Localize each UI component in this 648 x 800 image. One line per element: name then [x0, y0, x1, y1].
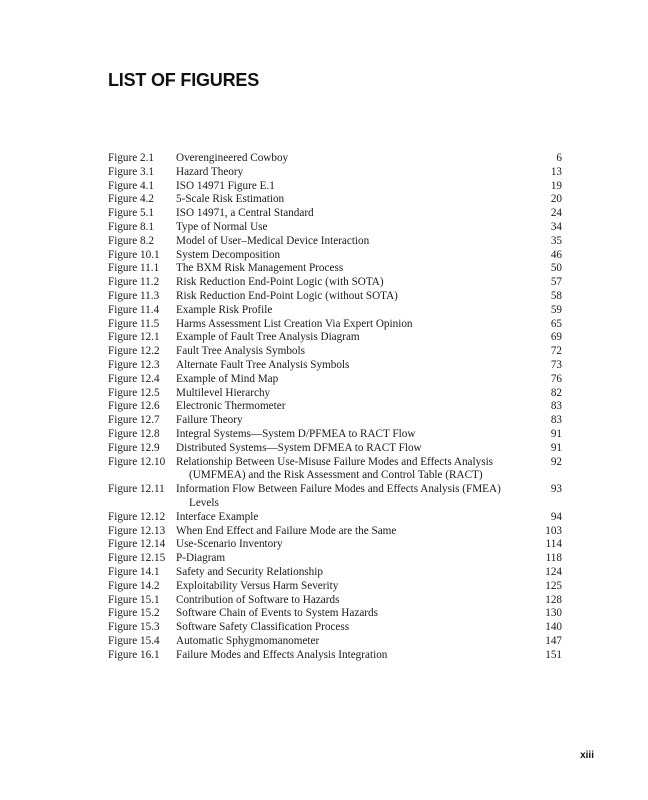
figure-page-number: 83 [550, 414, 562, 427]
figure-entry [108, 594, 562, 608]
figure-label: Figure 4.1 [108, 179, 154, 192]
figure-entry [108, 607, 562, 621]
figure-entry [108, 290, 562, 304]
figure-title: Software Safety Classification Process [176, 621, 350, 634]
figure-page-number: 82 [550, 386, 562, 399]
figure-page-number: 91 [550, 427, 562, 440]
figure-list [108, 152, 562, 662]
figure-label: Figure 12.6 [108, 400, 160, 413]
figure-entry [108, 400, 562, 414]
figure-entry [108, 387, 562, 401]
figure-title: Fault Tree Analysis Symbols [176, 345, 305, 358]
figure-title: Use-Scenario Inventory [176, 538, 283, 551]
figure-entry [108, 456, 562, 484]
figure-label: Figure 11.1 [108, 262, 160, 275]
figure-label: Figure 12.10 [108, 455, 166, 468]
figure-label: Figure 10.1 [108, 248, 160, 261]
figure-page-number: 103 [545, 524, 562, 537]
figure-title: ISO 14971, a Central Standard [176, 207, 314, 220]
figure-entry [108, 180, 562, 194]
figure-label: Figure 11.4 [108, 303, 160, 316]
figure-entry [108, 428, 562, 442]
figure-title: 5-Scale Risk Estimation [176, 193, 285, 206]
figure-title: Interface Example [176, 510, 259, 523]
figure-label: Figure 16.1 [108, 648, 160, 661]
figure-page-number: 130 [545, 607, 562, 620]
figure-label: Figure 12.12 [108, 510, 166, 523]
figure-page-number: 125 [545, 579, 562, 592]
figure-label: Figure 15.4 [108, 634, 160, 647]
figure-page-number: 65 [550, 317, 562, 330]
figure-label: Figure 12.2 [108, 345, 160, 358]
figure-title: ISO 14971 Figure E.1 [176, 179, 275, 192]
figure-label: Figure 15.2 [108, 607, 160, 620]
figure-title: Exploitability Versus Harm Severity [176, 579, 339, 592]
figure-entry [108, 345, 562, 359]
figure-title: Hazard Theory [176, 165, 244, 178]
figure-page-number: 124 [545, 565, 562, 578]
figure-page-number: 20 [550, 193, 562, 206]
figure-title: Risk Reduction End-Point Logic (without SOTA) [176, 289, 398, 302]
figure-page-number: 6 [556, 152, 562, 164]
figure-page-number: 91 [550, 441, 562, 454]
figure-page-number: 93 [550, 483, 562, 496]
figure-page-number: 76 [550, 372, 562, 385]
figure-entry [108, 649, 562, 663]
figure-page-number: 34 [550, 220, 562, 233]
figure-page-number: 92 [550, 455, 562, 468]
figure-page-number: 19 [550, 179, 562, 192]
figure-label: Figure 12.1 [108, 331, 160, 344]
figure-entry [108, 414, 562, 428]
figure-page-number: 140 [545, 621, 562, 634]
figure-label: Figure 12.15 [108, 552, 166, 565]
figure-entry [108, 262, 562, 276]
figure-entry [108, 552, 562, 566]
figure-title: When End Effect and Failure Mode are the Same [176, 524, 397, 537]
figure-label: Figure 5.1 [108, 207, 154, 220]
figure-entry [108, 621, 562, 635]
figure-entry [108, 635, 562, 649]
figure-label: Figure 3.1 [108, 165, 154, 178]
figure-label: Figure 4.2 [108, 193, 154, 206]
figure-entry [108, 373, 562, 387]
figure-label: Figure 12.14 [108, 538, 166, 551]
figure-label: Figure 8.2 [108, 234, 154, 247]
figure-title: Electronic Thermometer [176, 400, 286, 413]
page-number: xiii [580, 750, 594, 761]
figure-label: Figure 15.1 [108, 593, 160, 606]
figure-title: Overengineered Cowboy [176, 152, 289, 164]
figure-title: Safety and Security Relationship [176, 565, 323, 578]
figure-title: Type of Normal Use [176, 220, 268, 233]
figure-entry [108, 193, 562, 207]
figure-title: System Decomposition [176, 248, 281, 261]
figure-title: Example of Fault Tree Analysis Diagram [176, 331, 360, 344]
figure-entry [108, 249, 562, 263]
figure-entry [108, 166, 562, 180]
figure-label: Figure 11.5 [108, 317, 160, 330]
figure-title: Relationship Between Use-Misuse Failure Modes and Effects Analysis (UMFMEA) and the Risk Assessment and Control Table (RACT) [176, 455, 494, 482]
figure-entry [108, 318, 562, 332]
figure-page-number: 50 [550, 262, 562, 275]
figure-title: Failure Modes and Effects Analysis Integration [176, 648, 388, 661]
figure-label: Figure 12.7 [108, 414, 160, 427]
figure-title: Software Chain of Events to System Hazards [176, 607, 378, 620]
figure-entry [108, 566, 562, 580]
figure-label: Figure 12.11 [108, 483, 165, 496]
figure-title: Distributed Systems—System DFMEA to RACT Flow [176, 441, 422, 454]
figure-entry [108, 580, 562, 594]
figure-page-number: 151 [545, 648, 562, 661]
figure-label: Figure 8.1 [108, 220, 154, 233]
figure-label: Figure 11.2 [108, 276, 160, 289]
figure-page-number: 72 [550, 345, 562, 358]
figure-page-number: 35 [550, 234, 562, 247]
figure-label: Figure 11.3 [108, 289, 160, 302]
figure-entry [108, 442, 562, 456]
figure-entry [108, 152, 562, 166]
figure-label: Figure 12.13 [108, 524, 166, 537]
figure-entry [108, 235, 562, 249]
figure-entry [108, 331, 562, 345]
figure-title: Example of Mind Map [176, 372, 279, 385]
figure-label: Figure 14.1 [108, 565, 160, 578]
figure-label: Figure 15.3 [108, 621, 160, 634]
figure-entry [108, 525, 562, 539]
figure-title: Alternate Fault Tree Analysis Symbols [176, 358, 350, 371]
figure-page-number: 69 [550, 331, 562, 344]
figure-label: Figure 12.3 [108, 358, 160, 371]
figure-page-number: 118 [545, 552, 562, 565]
figure-title: Information Flow Between Failure Modes and Effects Analysis (FMEA) Levels [176, 483, 501, 509]
figure-label: Figure 14.2 [108, 579, 160, 592]
figure-label: Figure 12.9 [108, 441, 160, 454]
figure-entry [108, 538, 562, 552]
figure-page-number: 57 [550, 276, 562, 289]
figure-title: Harms Assessment List Creation Via Expert Opinion [176, 317, 413, 330]
figure-title: The BXM Risk Management Process [176, 262, 344, 275]
figure-title: Automatic Sphygmomanometer [176, 634, 320, 647]
page-title: LIST OF FIGURES [108, 70, 260, 90]
figure-entry [108, 359, 562, 373]
figure-entry [108, 221, 562, 235]
figure-page-number: 59 [550, 303, 562, 316]
figure-page-number: 24 [550, 207, 562, 220]
figure-entry [108, 483, 562, 511]
figure-page-number: 128 [545, 593, 562, 606]
figure-entry [108, 511, 562, 525]
figure-page-number: 46 [550, 248, 562, 261]
figure-page-number: 73 [550, 358, 562, 371]
figure-label: Figure 12.4 [108, 372, 160, 385]
figure-title: Model of User–Medical Device Interaction [176, 234, 370, 247]
figure-title: Multilevel Hierarchy [176, 386, 271, 399]
figure-label: Figure 2.1 [108, 152, 154, 164]
figure-title: Example Risk Profile [176, 303, 273, 316]
figure-page-number: 13 [550, 165, 562, 178]
figure-title: P-Diagram [176, 552, 226, 565]
figure-title: Contribution of Software to Hazards [176, 593, 340, 606]
figure-entry [108, 207, 562, 221]
figure-entry [108, 276, 562, 290]
figure-label: Figure 12.5 [108, 386, 160, 399]
figure-title: Integral Systems—System D/PFMEA to RACT Flow [176, 427, 416, 440]
figure-page-number: 94 [550, 510, 562, 523]
figure-title: Risk Reduction End-Point Logic (with SOTA) [176, 276, 384, 289]
figure-page-number: 114 [545, 538, 562, 551]
figure-page-number: 58 [550, 289, 562, 302]
figure-label: Figure 12.8 [108, 427, 160, 440]
figure-page-number: 83 [550, 400, 562, 413]
figure-entry [108, 304, 562, 318]
figure-page-number: 147 [545, 634, 562, 647]
figure-title: Failure Theory [176, 414, 243, 427]
